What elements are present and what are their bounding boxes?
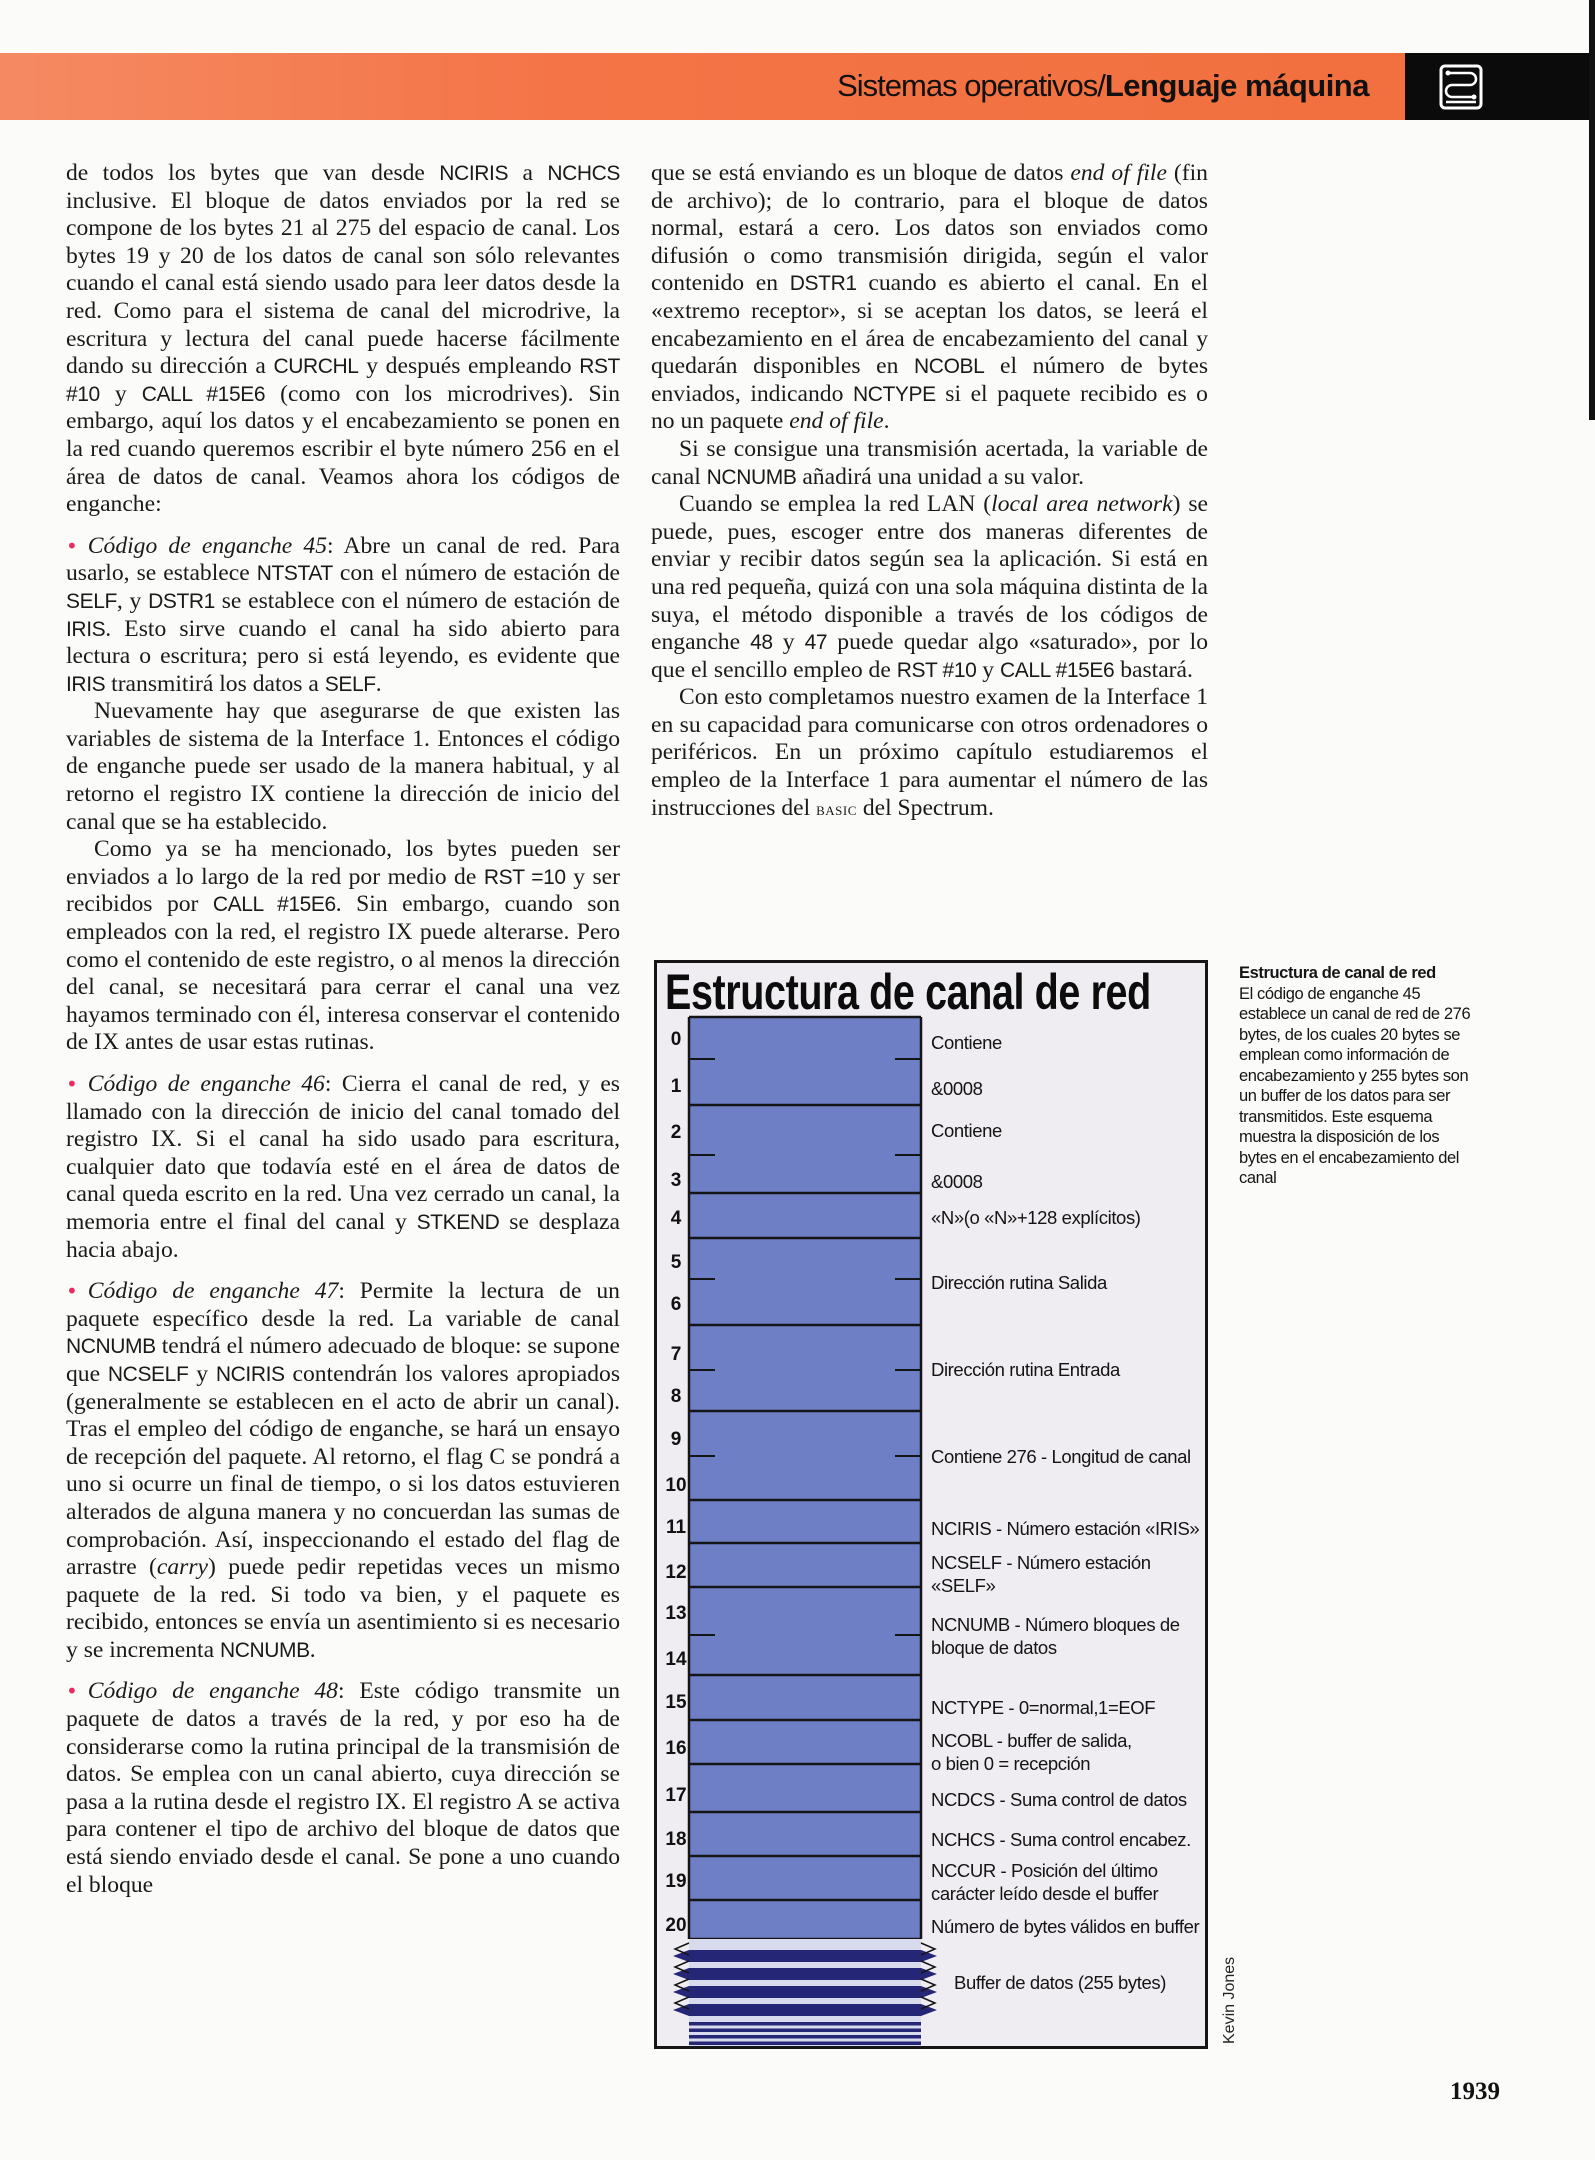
- caption-line: canal: [1239, 1169, 1277, 1187]
- text-run: : Permite la lectura de un paquete específico desde la red. La variable de canal: [66, 1278, 620, 1332]
- data-buffer-band: [673, 1950, 937, 1962]
- byte-field-label: [931, 1613, 1180, 1659]
- byte-offset-number: 12: [665, 1562, 687, 1583]
- byte-field-label-line: NCDCS - Suma control de datos: [931, 1788, 1187, 1810]
- header-icon-block: [1405, 53, 1595, 120]
- byte-offset-number: 9: [670, 1429, 682, 1450]
- bullet-paragraph: [66, 1278, 620, 1664]
- byte-field-cell: [689, 1543, 921, 1587]
- italic-run: local area network: [991, 491, 1173, 518]
- text-run: y: [976, 656, 1000, 683]
- byte-field-label-line: «SELF»: [931, 1575, 996, 1596]
- byte-offset-number: 0: [670, 1029, 682, 1050]
- code-term: RST #10: [896, 658, 977, 682]
- code-term: CALL #15E6: [999, 658, 1115, 682]
- diagram-title: Estructura de canal de red: [665, 964, 1151, 1020]
- byte-field-cell: [689, 1812, 921, 1856]
- text-run: Como ya se ha mencionado, los bytes pueden ser enviados a lo largo de la red por medio de: [66, 836, 620, 890]
- text-run: bastará.: [1114, 656, 1193, 683]
- byte-field-label-line: NCTYPE - 0=normal,1=EOF: [931, 1696, 1156, 1718]
- text-run: y: [188, 1360, 216, 1387]
- text-run: y ser recibidos por: [66, 863, 621, 918]
- byte-field-cell: [689, 1587, 921, 1675]
- byte-field-label: [931, 1788, 1187, 1811]
- text-run: cuando es abierto el canal. En el «extremo receptor», si se aceptan los datos, se leerá el encabezamiento en el área de encabezamiento del canal y quedarán disponibles en: [651, 270, 1208, 380]
- text-run: de todos los bytes que van desde: [66, 160, 440, 186]
- code-term: CALL #15E6: [212, 893, 336, 917]
- text-run: Con esto completamos nuestro examen de la Interface 1 en su capacidad para comunicarse con otros ordenadores o periféricos. En un próximo capítulo estudiaremos el empleo de la Interface 1 para aumentar el número de las instrucciones del: [651, 684, 1208, 821]
- code-term: NCSELF: [107, 1362, 189, 1386]
- text-run: .: [375, 670, 382, 697]
- byte-field-cell: [689, 1325, 921, 1411]
- byte-field-label-line: o bien 0 = recepción: [931, 1753, 1091, 1774]
- byte-offset-number: 1: [670, 1076, 682, 1097]
- text-run: : Cierra el canal de red, y es llamado con la dirección de inicio del canal tomado del registro IX. Si el canal ha sido usado para escritura, cualquier dato que todavía esté en el área de datos de canal queda escrito en la red. Una vez cerrado un canal, la memoria entre el final del canal y: [66, 1071, 620, 1235]
- byte-offset-number: 20: [665, 1915, 687, 1936]
- byte-offset-number: 19: [665, 1871, 687, 1892]
- code-term: NCNUMB: [706, 465, 797, 489]
- byte-field-cell: [689, 1900, 921, 1939]
- byte-field-cell: [689, 1856, 921, 1900]
- italic-run: Código de enganche 48: [87, 1678, 338, 1705]
- byte-offset-number: 3: [670, 1170, 682, 1191]
- text-run: transmitirá los datos a: [105, 670, 325, 697]
- paragraph: [651, 684, 1208, 823]
- header-subject: Lenguaje máquina: [1104, 68, 1369, 103]
- code-term: NCNUMB: [219, 1638, 310, 1662]
- paragraph: [651, 491, 1208, 684]
- code-term: CURCHL: [273, 355, 359, 379]
- byte-field-label: [931, 1517, 1199, 1540]
- text-run: : Abre un canal de red. Para usarlo, se establece: [66, 532, 620, 587]
- right-text-column: [651, 160, 1208, 823]
- text-run: que se está enviando es un bloque de datos: [651, 160, 1071, 186]
- italic-run: carry: [156, 1554, 209, 1581]
- text-run: . Sin embargo, cuando son empleados con la red, el registro IX puede alterarse. Pero como el contenido de este registro, o al menos la dirección del canal, se necesitará para cerrar el canal una vez hayamos terminado con él, interesa conservar el contenido de IX antes de usar estas rutinas.: [66, 891, 621, 1056]
- text-run: ) se puede, pues, escoger entre dos maneras diferentes de enviar y recibir datos según sea la aplicación. Si está en una red pequeña, quizá con una sola máquina distinta de la suya, el método disponible a través de los códigos de enganche: [651, 491, 1209, 656]
- code-term: IRIS: [66, 617, 106, 641]
- byte-offset-number: 7: [670, 1344, 682, 1365]
- text-run: se desplaza hacia abajo.: [66, 1208, 621, 1263]
- byte-field-cell: [689, 1764, 921, 1812]
- caption-line: El código de enganche 45: [1239, 984, 1421, 1003]
- bullet-icon: •: [66, 533, 78, 558]
- byte-field-label-line: carácter leído desde el buffer: [931, 1883, 1159, 1904]
- byte-offset-number: 13: [665, 1603, 687, 1624]
- code-term: SELF: [66, 589, 117, 613]
- byte-field-label: [954, 1971, 1166, 1994]
- text-run: .: [309, 1636, 316, 1663]
- code-term: SELF: [324, 672, 376, 696]
- text-run: : Este código transmite un paquete de datos a través de la red, y por eso ha de considerarse como la rutina principal de la transmisión de datos. Se emplea con un canal abierto, cuya dirección se pasa a la rutina desde el registro IX. El registro A se activa para contener el tipo de archivo del bloque de datos que está siendo enviado desde el canal. Se pone a uno cuando el bloque: [66, 1678, 620, 1898]
- text-run: . Esto sirve cuando el canal ha sido abierto para lectura o escritura; pero si está leyendo, es evidente que: [66, 615, 620, 670]
- text-run: puede quedar algo «saturado», por lo que el sencillo empleo de: [651, 629, 1209, 683]
- code-term: RST =10: [483, 865, 566, 889]
- paragraph: [651, 436, 1208, 491]
- byte-offset-number: 2: [670, 1122, 682, 1143]
- caption-line: emplean como información de: [1239, 1046, 1450, 1064]
- data-buffer-band: [673, 1968, 937, 1980]
- data-buffer-stripe: [689, 2029, 921, 2033]
- text-run: y después empleando: [358, 353, 580, 380]
- illustration-credit: Kevin Jones: [1221, 1956, 1238, 2044]
- byte-field-cell: [689, 1238, 921, 1325]
- caption-line: encabezamiento y 255 bytes son: [1239, 1066, 1469, 1085]
- code-term: NTSTAT: [256, 562, 333, 586]
- italic-run: Código de enganche 47: [87, 1278, 339, 1305]
- byte-offset-number: 18: [665, 1829, 687, 1850]
- section-header-title: [837, 62, 1369, 110]
- byte-field-label-line: &0008: [931, 1170, 983, 1192]
- text-run: Nuevamente hay que asegurarse de que existen las variables de sistema de la Interface 1. Entonces el código de enganche puede ser usado de la manera habitual, y al retorno el registro IX contiene la dirección de inicio del canal que se ha establecido.: [66, 698, 620, 835]
- text-run: tendrá el número adecuado de bloque: se supone que: [66, 1333, 620, 1387]
- byte-field-cell: [689, 1675, 921, 1720]
- byte-field-cell: [689, 1105, 921, 1193]
- page-number: 1939: [1450, 2078, 1500, 2105]
- caption-line: un buffer de los datos para ser: [1239, 1087, 1451, 1105]
- code-term: 48: [750, 631, 773, 655]
- paragraph: [651, 160, 1208, 436]
- text-run: con el número de estación de: [332, 560, 620, 587]
- channel-structure-diagram: [654, 960, 1208, 2049]
- code-term: NCIRIS: [215, 1362, 285, 1386]
- text-run: (como con los microdrives). Sin embargo, aquí los datos y el encabezamiento se ponen en la red cuando queremos escribir el byte número 256 en el área de datos de canal. Veamos ahora los códigos de enganche:: [66, 380, 621, 518]
- caption-line: bytes en el encabezamiento del: [1239, 1148, 1460, 1167]
- italic-run: Código de enganche 45: [87, 532, 328, 559]
- bullet-paragraph: [66, 1071, 620, 1264]
- byte-offset-number: 5: [670, 1252, 682, 1273]
- byte-field-label-line: Contiene: [931, 1031, 1002, 1053]
- paragraph: [66, 836, 620, 1057]
- paragraph: [66, 698, 620, 836]
- text-run: se establece con el número de estación de: [214, 587, 621, 614]
- caption-line: transmitidos. Este esquema: [1239, 1107, 1433, 1126]
- bullet-icon: •: [66, 1072, 78, 1096]
- byte-offset-number: 10: [665, 1475, 687, 1496]
- circuit-card-icon: [1437, 63, 1485, 111]
- data-buffer-stripe: [689, 2022, 921, 2026]
- byte-offset-number: 15: [665, 1692, 687, 1713]
- caption-title: Estructura de canal de red: [1239, 964, 1436, 982]
- byte-field-cell: [689, 1193, 921, 1238]
- code-term: NCTYPE: [852, 382, 936, 406]
- italic-run: end of file: [1070, 160, 1167, 186]
- byte-field-label-line: NCCUR - Posición del último: [931, 1860, 1158, 1881]
- byte-field-label-line: NCSELF - Número estación: [931, 1552, 1151, 1573]
- bullet-icon: •: [66, 1279, 78, 1304]
- byte-field-label: [931, 1859, 1158, 1905]
- byte-field-label-line: &0008: [931, 1077, 983, 1099]
- text-run: Cuando se emplea la red LAN (: [679, 491, 992, 518]
- byte-field-label: [931, 1271, 1107, 1294]
- byte-field-label-line: «N»(o «N»+128 explícitos): [931, 1206, 1141, 1228]
- paragraph: [66, 160, 620, 519]
- italic-run: end of file: [789, 408, 884, 435]
- bullet-paragraph: [66, 533, 620, 699]
- byte-offset-number: 11: [665, 1517, 687, 1538]
- text-run: a: [508, 160, 548, 186]
- left-text-column: [66, 160, 620, 1899]
- text-run: ) puede pedir repetidas veces un mismo paquete de la red. Si todo va bien, y el paquete es recibido, entonces se envía un asentimiento si es necesario y se incrementa: [66, 1554, 620, 1663]
- text-run: inclusive. El bloque de datos enviados por la red se compone de los bytes 21 al 275 del espacio de canal. Los bytes 19 y 20 de los datos de canal son sólo relevantes cuando el canal está siendo usado para leer datos desde la red. Como para el sistema de canal del microdrive, la escritura y lectura del canal puede hacerse fácilmente dando su dirección a: [66, 187, 620, 380]
- code-term: IRIS: [66, 672, 106, 696]
- byte-field-label-line: Buffer de datos (255 bytes): [954, 1971, 1167, 1993]
- byte-offset-number: 17: [665, 1785, 687, 1806]
- byte-field-label-line: Dirección rutina Entrada: [931, 1358, 1120, 1380]
- byte-field-label-line: NCNUMB - Número bloques de: [931, 1614, 1180, 1635]
- byte-field-label-line: NCHCS - Suma control encabez.: [931, 1828, 1191, 1850]
- byte-field-cell: [689, 1017, 921, 1105]
- code-term: RST #10: [66, 355, 620, 406]
- text-run: añadirá una unidad a su valor.: [796, 463, 1085, 490]
- byte-field-cell: [689, 1720, 921, 1764]
- text-run: el número de bytes enviados, indicando: [651, 353, 1209, 407]
- byte-field-label-line: Número de bytes válidos en buffer: [931, 1915, 1200, 1937]
- byte-field-label: [931, 1915, 1199, 1938]
- byte-field-label-line: Dirección rutina Salida: [931, 1271, 1107, 1293]
- italic-run: Código de enganche 46: [87, 1071, 325, 1097]
- code-term: NCIRIS: [439, 162, 509, 185]
- figure-caption: [1239, 963, 1509, 1189]
- code-term: STKEND: [416, 1210, 500, 1234]
- byte-offset-number: 4: [670, 1208, 682, 1229]
- bullet-icon: •: [66, 1679, 78, 1704]
- byte-field-label: [931, 1445, 1191, 1468]
- byte-field-label: [931, 1358, 1120, 1381]
- caption-line: muestra la disposición de los: [1239, 1128, 1440, 1146]
- byte-field-label: [931, 1206, 1141, 1229]
- byte-offset-number: 8: [670, 1386, 682, 1407]
- code-term: DSTR1: [789, 272, 857, 296]
- text-run: y: [99, 380, 142, 407]
- header-section: Sistemas operativos/: [837, 68, 1105, 103]
- byte-field-label: [931, 1031, 1002, 1054]
- data-buffer-stripe: [689, 2035, 921, 2039]
- data-buffer-stripe: [689, 2042, 921, 2046]
- byte-field-label: [931, 1729, 1132, 1775]
- byte-field-label-line: Contiene 276 - Longitud de canal: [931, 1445, 1191, 1467]
- byte-field-label: [931, 1696, 1155, 1719]
- caption-line: establece un canal de red de 276: [1239, 1005, 1471, 1023]
- code-term: CALL #15E6: [141, 382, 266, 406]
- page-edge: [1589, 0, 1595, 420]
- code-term: NCNUMB: [66, 1335, 156, 1359]
- text-run: y: [772, 629, 805, 656]
- text-run: , y: [116, 587, 149, 614]
- byte-field-label-line: Contiene: [931, 1119, 1002, 1141]
- byte-offset-number: 16: [665, 1738, 687, 1759]
- caption-body: [1239, 984, 1509, 1189]
- byte-field-label: [931, 1170, 983, 1193]
- byte-field-label: [931, 1828, 1191, 1851]
- byte-field-label-line: bloque de datos: [931, 1637, 1057, 1658]
- code-term: 47: [804, 631, 828, 655]
- bullet-paragraph: [66, 1678, 620, 1899]
- caption-line: bytes, de los cuales 20 bytes se: [1239, 1025, 1461, 1044]
- small-caps-run: basic: [816, 798, 857, 820]
- text-run: Si se consigue una transmisión acertada, la variable de canal: [651, 435, 1208, 490]
- byte-field-cell: [689, 1411, 921, 1500]
- text-run: contendrán los valores apropiados (generalmente se establecen en el acto de abrir un canal). Tras el empleo del código de enganche, se hará un ensayo de recepción del paquete. Al retorno, el flag C se pondrá a uno si ocurre un final de tiempo, o si los datos estuvieren alterados de alguna manera y no concuerdan las sumas de comprobación. Así, inspeccionando el estado del flag de arrastre (: [66, 1360, 621, 1581]
- code-term: NCHCS: [547, 162, 620, 185]
- text-run: del Spectrum.: [856, 794, 994, 821]
- byte-field-cell: [689, 1500, 921, 1543]
- text-run: si el paquete recibido es o no un paquete: [651, 380, 1208, 435]
- code-term: DSTR1: [148, 589, 215, 613]
- byte-field-label-line: NCIRIS - Número estación «IRIS»: [931, 1517, 1200, 1539]
- byte-field-label: [931, 1551, 1151, 1597]
- code-term: NCOBL: [914, 355, 985, 379]
- byte-offset-number: 14: [665, 1649, 687, 1670]
- byte-field-label-line: NCOBL - buffer de salida,: [931, 1730, 1132, 1751]
- byte-offset-number: 6: [670, 1294, 682, 1315]
- text-run: .: [883, 408, 890, 435]
- byte-field-label: [931, 1119, 1002, 1142]
- data-buffer-band: [673, 2004, 937, 2016]
- byte-field-label: [931, 1077, 983, 1100]
- text-run: (fin de archivo); de lo contrario, para el bloque de datos normal, estará a cero. Los datos son enviados como difusión o como transmisión dirigida, según el valor contenido en: [651, 160, 1208, 297]
- data-buffer-band: [673, 1986, 937, 1998]
